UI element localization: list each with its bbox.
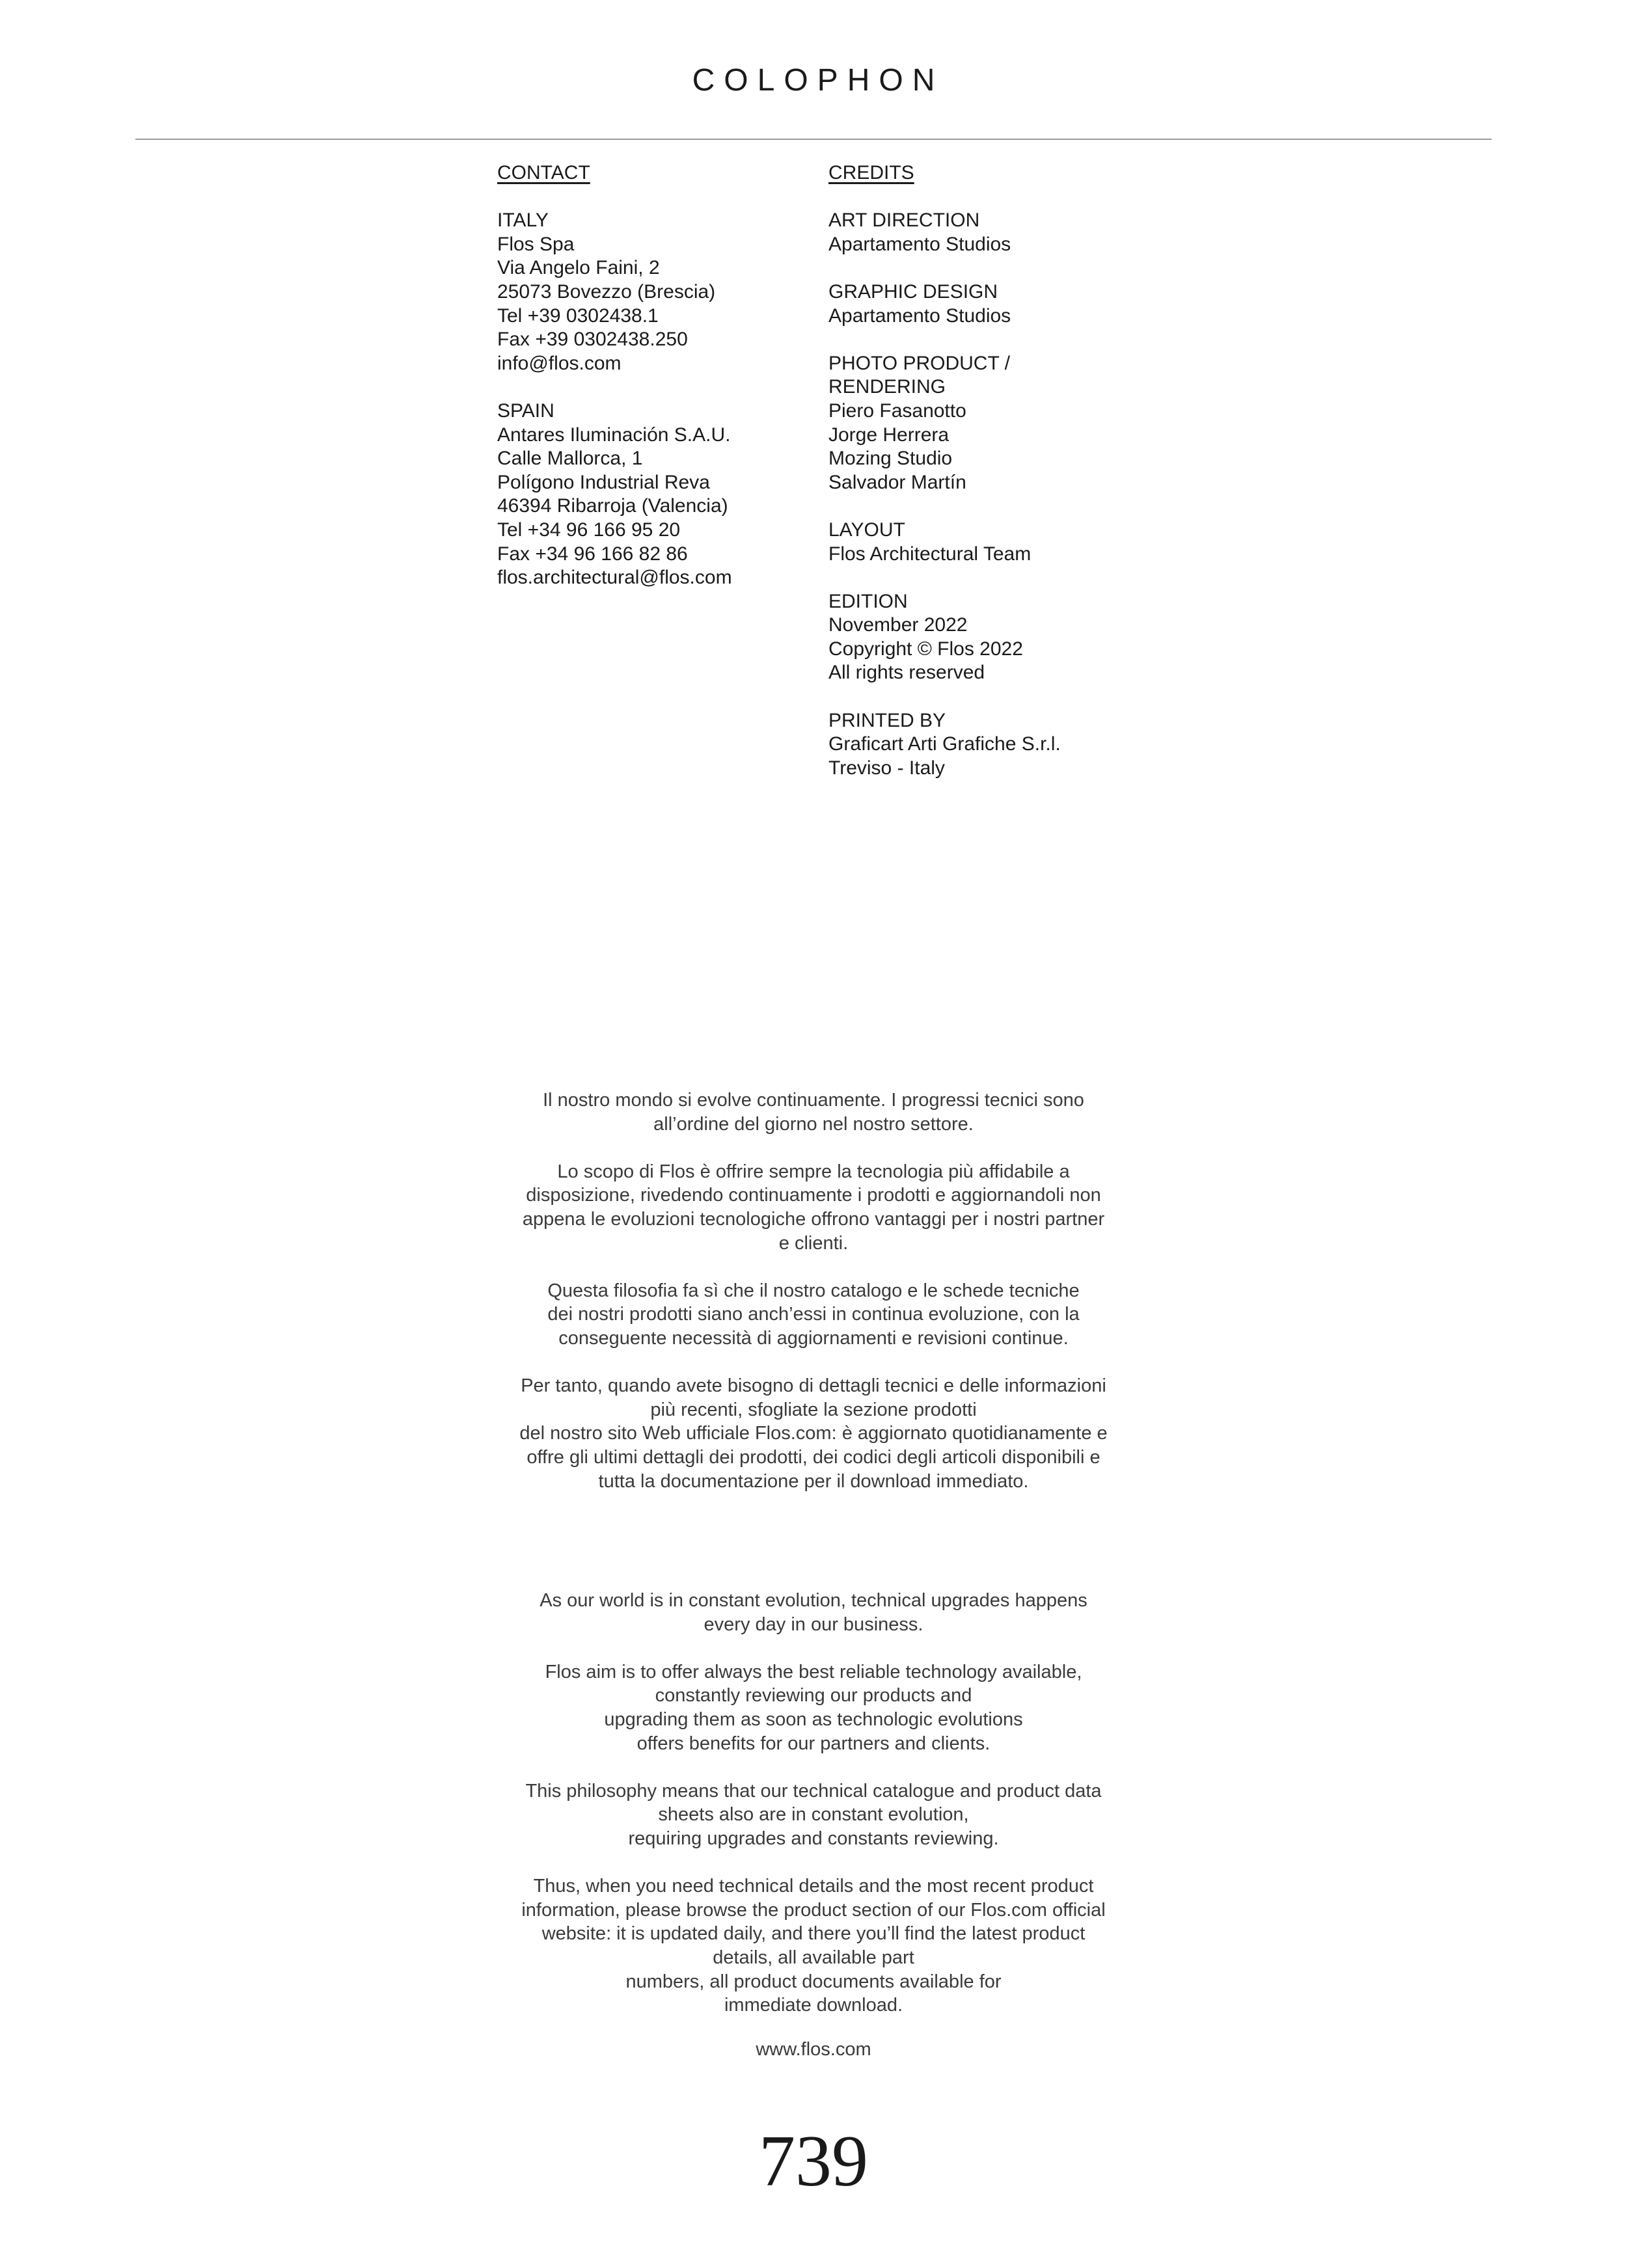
credit-label: GRAPHIC DESIGN [828, 280, 998, 303]
contact-spain [497, 399, 803, 590]
notes-line: all’ordine del giorno nel nostro settore. [653, 1113, 974, 1135]
notes-paragraph [456, 1660, 1171, 1755]
spain-street: Calle Mallorca, 1 [497, 448, 643, 470]
italy-city: 25073 Bovezzo (Brescia) [497, 280, 716, 303]
contact-column [497, 161, 803, 590]
notes-line: details, all available part [713, 1947, 914, 1968]
notes-line: appena le evoluzioni tecnologiche offrono vantaggi per i nostri partner [522, 1208, 1105, 1230]
italy-phone: Tel +39 0302438.1 [497, 304, 659, 327]
credit-value: Treviso - Italy [828, 757, 945, 779]
italy-country: ITALY [497, 209, 549, 232]
notes-line: Flos aim is to offer always the best reliable technology available, [545, 1661, 1082, 1682]
credit-art-direction [828, 209, 1154, 256]
spain-country: SPAIN [497, 399, 554, 422]
italy-street: Via Angelo Faini, 2 [497, 257, 660, 279]
credit-label: LAYOUT [828, 519, 905, 541]
credit-label: PRINTED BY [828, 709, 946, 731]
credit-value: Flos Architectural Team [828, 543, 1032, 565]
spain-city: 46394 Ribarroja (Valencia) [497, 495, 728, 517]
notes-paragraph [456, 1374, 1171, 1493]
italy-email: info@flos.com [497, 352, 622, 374]
spain-area: Polígono Industrial Reva [497, 471, 710, 493]
notes-line: tutta la documentazione per il download immediato. [598, 1470, 1029, 1492]
credit-value: Apartamento Studios [828, 233, 1011, 255]
notes-italian [456, 1088, 1171, 1493]
notes-paragraph [456, 1279, 1171, 1351]
notes-paragraph [456, 1088, 1171, 1136]
spain-email: flos.architectural@flos.com [497, 567, 732, 589]
notes-line: every day in our business. [704, 1613, 923, 1635]
credit-layout [828, 519, 1154, 566]
credit-label: EDITION [828, 590, 908, 612]
page-number: 739 [759, 2121, 868, 2202]
notes-line: del nostro sito Web ufficiale Flos.com: è aggiornato quotidianamente e [519, 1423, 1108, 1444]
title-divider [135, 139, 1492, 140]
notes-line: e clienti. [778, 1232, 849, 1254]
notes-line: Lo scopo di Flos è offrire sempre la tecnologia più affidabile a [557, 1161, 1070, 1182]
notes-line: As our world is in constant evolution, technical upgrades happens [540, 1590, 1087, 1611]
website-url: www.flos.com [756, 2039, 871, 2060]
credit-value: Jorge Herrera [828, 424, 950, 446]
credit-value: Apartamento Studios [828, 304, 1011, 327]
notes-line: immediate download. [724, 1995, 903, 2016]
credit-value: Salvador Martín [828, 471, 966, 493]
notes-line: website: it is updated daily, and there you’ll find the latest product [541, 1923, 1086, 1945]
notes-line: constantly reviewing our products and [655, 1685, 972, 1707]
notes-line: offre gli ultimi dettagli dei prodotti, dei codici degli articoli disponibili e [526, 1446, 1101, 1468]
credit-label: RENDERING [828, 376, 946, 398]
credit-value: November 2022 [828, 614, 968, 636]
credit-value: Copyright © Flos 2022 [828, 638, 1023, 660]
notes-english [456, 1589, 1171, 2018]
notes-line: disposizione, rivedendo continuamente i prodotti e aggiornandoli non [526, 1185, 1101, 1206]
spain-phone: Tel +34 96 166 95 20 [497, 519, 681, 541]
notes-line: upgrading them as soon as technologic evolutions [604, 1708, 1023, 1730]
credit-value: Piero Fasanotto [828, 399, 966, 422]
credit-printed-by [828, 709, 1154, 781]
notes-paragraph [456, 1589, 1171, 1636]
notes-paragraph [456, 1874, 1171, 2018]
notes-line: numbers, all product documents available for [625, 1971, 1002, 1992]
notes-line: This philosophy means that our technical catalogue and product data [525, 1780, 1102, 1802]
notes-line: offers benefits for our partners and clients. [636, 1733, 991, 1754]
credit-label: ART DIRECTION [828, 209, 980, 232]
credit-graphic-design [828, 280, 1154, 328]
credit-value: All rights reserved [828, 662, 985, 684]
notes-paragraph [456, 1779, 1171, 1851]
notes-line: conseguente necessità di aggiornamenti e revisioni continue. [558, 1327, 1069, 1349]
italy-fax: Fax +39 0302438.250 [497, 329, 688, 351]
credits-heading: CREDITS [828, 162, 914, 183]
spain-company: Antares Iluminación S.A.U. [497, 424, 731, 446]
credit-label: PHOTO PRODUCT / [828, 352, 1010, 374]
spain-fax: Fax +34 96 166 82 86 [497, 543, 688, 565]
page-title: COLOPHON [692, 63, 944, 98]
notes-line: Thus, when you need technical details and the most recent product [533, 1876, 1094, 1897]
italy-company: Flos Spa [497, 233, 575, 255]
notes-line: information, please browse the product section of our Flos.com official [521, 1899, 1106, 1921]
notes-line: dei nostri prodotti siano anch’essi in continua evoluzione, con la [547, 1304, 1080, 1325]
contact-italy [497, 209, 803, 375]
notes-line: Per tanto, quando avete bisogno di dettagli tecnici e delle informazioni [521, 1375, 1106, 1397]
notes-line: Il nostro mondo si evolve continuamente. I progressi tecnici sono [543, 1090, 1084, 1111]
credit-value: Graficart Arti Grafiche S.r.l. [828, 733, 1061, 755]
notes-line: Questa filosofia fa sì che il nostro catalogo e le schede tecniche [547, 1280, 1080, 1301]
credit-value: Mozing Studio [828, 448, 953, 470]
credit-edition [828, 590, 1154, 685]
contact-heading: CONTACT [497, 162, 590, 183]
credit-photo [828, 352, 1154, 495]
notes-line: sheets also are in constant evolution, [658, 1804, 969, 1826]
notes-line: requiring upgrades and constants reviewing. [628, 1828, 999, 1849]
notes-paragraph [456, 1160, 1171, 1255]
notes-line: più recenti, sfogliate la sezione prodotti [650, 1399, 977, 1420]
credits-column [828, 161, 1154, 780]
